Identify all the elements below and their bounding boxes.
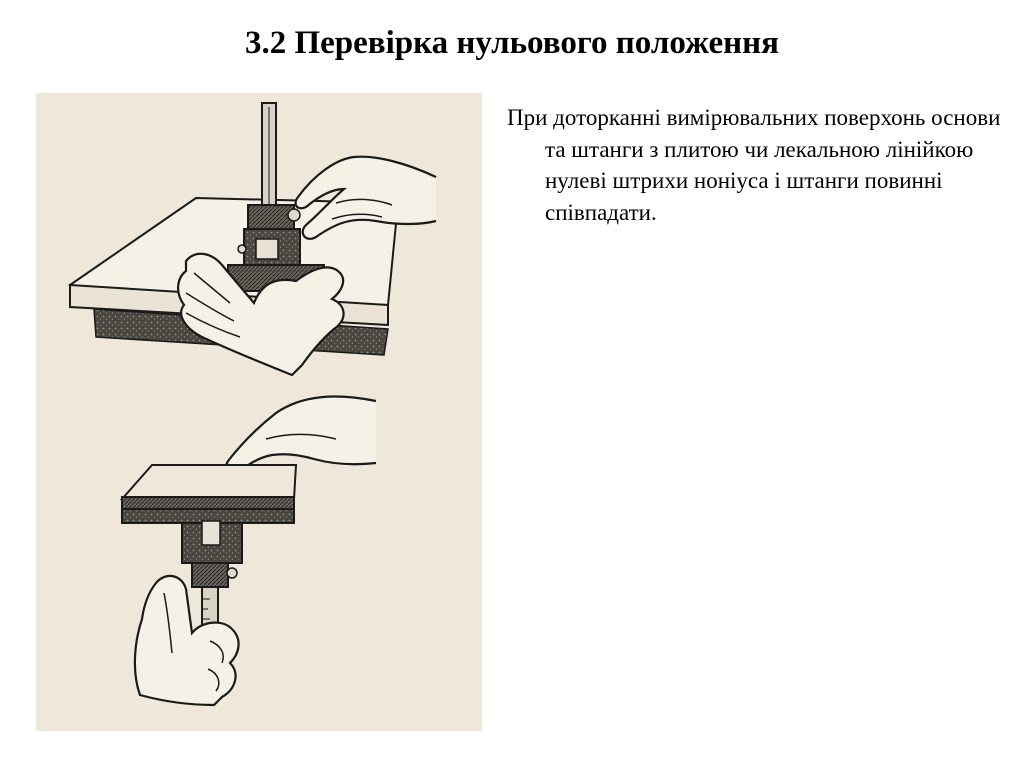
straightedge <box>122 465 296 499</box>
top-scene <box>70 103 436 375</box>
upper-hand-bottom <box>226 397 376 475</box>
bottom-scene <box>122 397 376 705</box>
slide-title: 3.2 Перевірка нульового положення <box>244 25 780 61</box>
lower-hand-bottom <box>135 576 239 705</box>
illustration-panel <box>36 93 482 731</box>
depth-gauge-illustration <box>36 93 482 731</box>
body-text: При доторканні вимірювальних поверхонь основи та штанги з плитою чи лекальною лінійкою нулеві штрихи ноніуса і штанги повинні співпадати. <box>507 105 1001 225</box>
vernier-head <box>248 205 294 229</box>
